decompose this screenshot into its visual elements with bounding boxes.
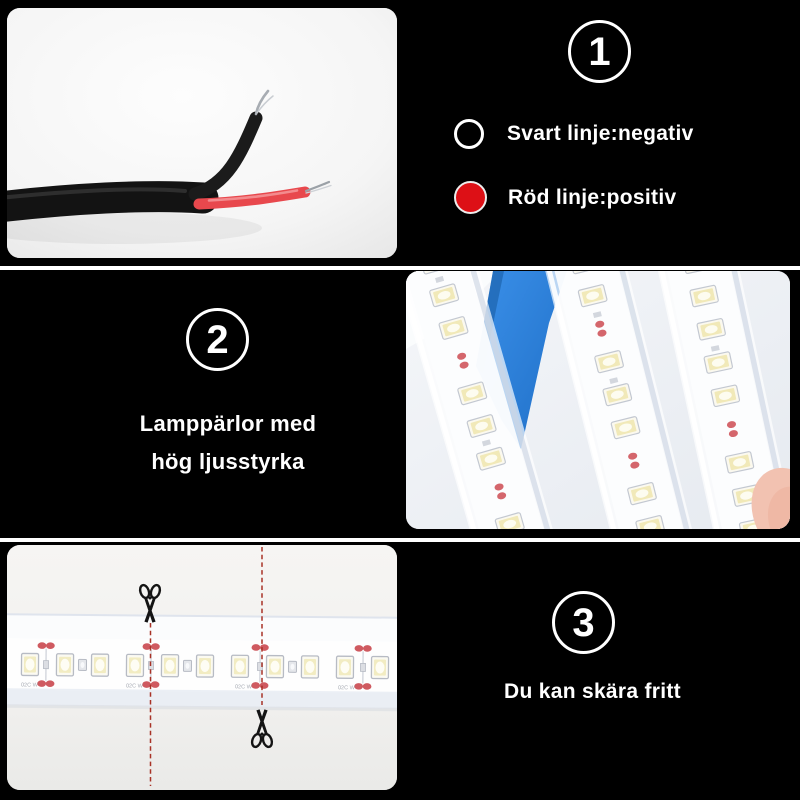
led-strips-photo [406, 271, 790, 529]
stripped-wires-image [7, 8, 397, 258]
strip-marking-text: 02C W [125, 683, 143, 690]
strip-marking-text: 02C W [234, 684, 252, 691]
led-strip [7, 613, 397, 711]
black-line-swatch-icon [454, 119, 484, 149]
section-divider-2 [0, 538, 800, 542]
led-strips-image [406, 271, 790, 529]
legend-negative-row [454, 119, 694, 149]
stripped-wires-photo [7, 8, 397, 258]
step-2-caption-line-2: hög ljusstyrka [151, 449, 305, 474]
step-3-number: 3 [572, 600, 595, 645]
black-cable [7, 189, 203, 207]
step-2-caption [28, 405, 428, 481]
step-2-badge [186, 308, 249, 371]
strip-marking-text: 02C W [20, 682, 38, 689]
legend-positive-row [454, 181, 676, 214]
black-line-label: Svart linje:negativ [507, 122, 694, 145]
step-3-badge [552, 591, 615, 654]
strip-marking-text: 02C W [337, 685, 355, 692]
cuttable-strip-image [7, 545, 397, 790]
section-divider-1 [0, 266, 800, 270]
step-2-caption-line-1: Lamppärlor med [139, 411, 317, 436]
step-1-badge [568, 20, 631, 83]
cut-points-photo [7, 545, 397, 790]
step-1-number: 1 [588, 29, 611, 74]
red-line-swatch-icon [454, 181, 487, 214]
red-line-label: Röd linje:positiv [508, 185, 677, 209]
step-3-caption: Du kan skära fritt [504, 680, 681, 703]
step-2-number: 2 [206, 317, 229, 362]
